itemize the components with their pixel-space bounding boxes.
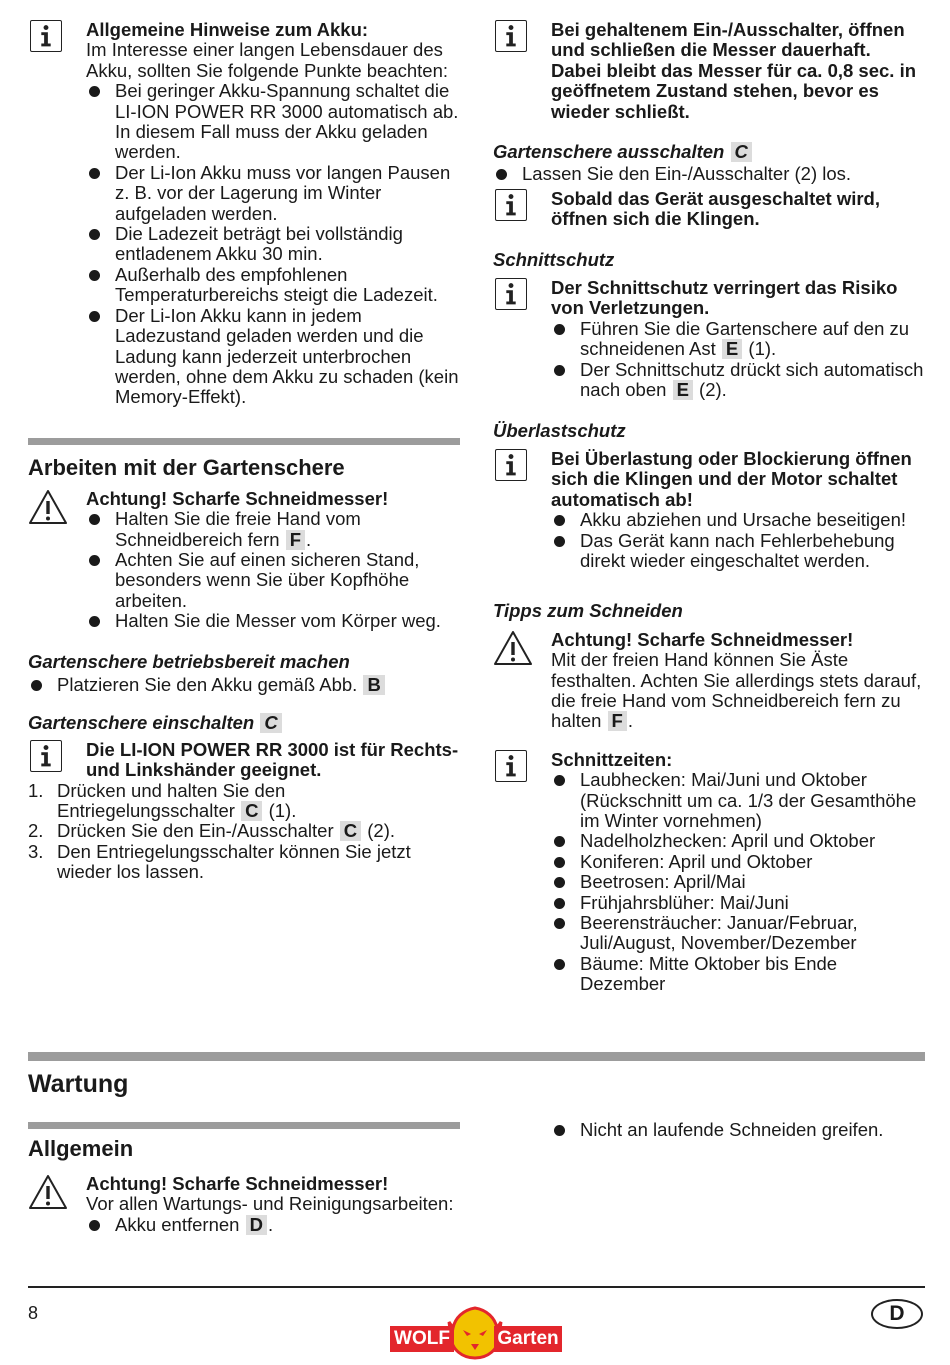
section-heading-einschalten: Gartenschere einschalten C — [28, 713, 460, 733]
section-heading-ueberlast: Überlastschutz — [493, 419, 626, 441]
ueberlast-info-text: Bei Überlastung oder Blockierung öffnen sich die Klingen und der Motor schaltet automatisch ab! — [551, 447, 912, 510]
betriebsbereit-list — [28, 675, 460, 695]
arbeiten-list — [86, 509, 460, 631]
akku-info-block — [28, 20, 460, 408]
list-item: Führen Sie die Gartenschere auf den zu schneidenen Ast E (1). — [551, 319, 925, 360]
section-heading-ausschalten: Gartenschere ausschalten C — [493, 142, 925, 162]
list-item: Bäume: Mitte Oktober bis Ende Dezember — [551, 954, 925, 995]
list-item: Achten Sie auf einen sicheren Stand, besonders wenn Sie über Kopfhöhe arbeiten. — [86, 550, 460, 611]
info-icon — [495, 449, 527, 481]
list-item: Das Gerät kann nach Fehlerbehebung direkt wieder eingeschaltet werden. — [551, 531, 925, 572]
list-item: Beetrosen: April/Mai — [551, 872, 925, 892]
figure-ref-tag: B — [363, 675, 384, 695]
wolf-garten-logo — [388, 1306, 564, 1360]
section-heading-schnittschutz: Schnittschutz — [493, 248, 615, 270]
section-heading-wartung: Wartung — [28, 1070, 129, 1098]
schnittzeiten-info-block — [493, 750, 925, 995]
warning-icon — [28, 489, 68, 525]
akku-title: Allgemeine Hinweise zum Akku: — [86, 19, 369, 40]
schnittschutz-info-text: Der Schnittschutz verringert das Risiko von Verletzungen. — [551, 277, 898, 319]
figure-ref-tag: C — [731, 142, 752, 162]
wartung-warning-text: Vor allen Wartungs- und Reinigungsarbeiten: — [86, 1193, 454, 1215]
warning-title: Achtung! Scharfe Schneidmesser! — [86, 1173, 389, 1194]
tipps-warning-text: Mit der freien Hand können Sie Äste festhalten. Achten Sie allerdings stets darauf, die freie Hand vom Schneidbereich fern zu halten F . — [551, 649, 922, 732]
ausschalten-info-block — [493, 189, 925, 230]
section-heading-tipps: Tipps zum Schneiden — [493, 600, 683, 622]
list-item: Beerensträucher: Januar/Februar, Juli/August, November/Dezember — [551, 913, 925, 954]
list-item: Lassen Sie den Ein-/Ausschalter (2) los. — [493, 164, 925, 184]
allgemein-divider — [28, 1122, 460, 1129]
schnittzeiten-title: Schnittzeiten: — [551, 748, 673, 770]
info-icon — [30, 740, 62, 772]
wartung-right-list — [551, 1120, 925, 1140]
figure-ref-tag: C — [260, 713, 281, 733]
list-item: Nicht an laufende Schneiden greifen. — [551, 1120, 925, 1140]
list-item: Akku entfernen D . — [86, 1215, 460, 1235]
arbeiten-warning-block — [28, 489, 460, 632]
warning-title: Achtung! Scharfe Schneidmesser! — [551, 628, 854, 650]
section-heading-arbeiten: Arbeiten mit der Gartenschere — [28, 454, 345, 480]
ausschalten-list — [493, 164, 925, 184]
list-item: Platzieren Sie den Akku gemäß Abb. B — [28, 675, 460, 695]
figure-ref-tag: D — [246, 1215, 267, 1235]
info-icon — [30, 20, 62, 52]
warning-title: Achtung! Scharfe Schneidmesser! — [86, 487, 389, 509]
right-column — [493, 20, 925, 995]
list-item: Frühjahrsblüher: Mai/Juni — [551, 893, 925, 913]
list-item: Die Ladezeit beträgt bei vollständig entladenem Akku 30 min. — [86, 224, 460, 265]
section-heading-betriebsbereit: Gartenschere betriebsbereit machen — [28, 650, 350, 672]
logo-text-garten: Garten — [494, 1326, 562, 1352]
list-item: Laubhecken: Mai/Juni und Oktober (Rückschnitt um ca. 1/3 der Gesamthöhe im Winter vornehmen) — [551, 770, 925, 831]
logo-text-wolf: WOLF — [390, 1326, 454, 1352]
list-item: Halten Sie die freie Hand vom Schneidbereich fern F . — [86, 509, 460, 550]
wartung-list — [86, 1215, 460, 1235]
info-icon — [495, 750, 527, 782]
einschalten-info-block — [28, 740, 460, 781]
wartung-divider — [28, 1052, 925, 1061]
schnittzeiten-list — [551, 770, 925, 994]
schnittschutz-info-block — [493, 278, 925, 400]
list-item: Außerhalb des empfohlenen Temperaturbereichs steigt die Ladezeit. — [86, 265, 460, 306]
akku-intro: Im Interesse einer langen Lebensdauer des Akku, sollten Sie folgende Punkte beachten: — [86, 39, 449, 81]
akku-list — [86, 81, 460, 408]
step-item: 2. Drücken Sie den Ein-/Ausschalter C (2). — [28, 820, 396, 842]
figure-ref-tag: F — [286, 530, 305, 550]
warning-icon — [28, 1174, 68, 1210]
tipps-warning-block — [493, 630, 925, 732]
list-item: Akku abziehen und Ursache beseitigen! — [551, 510, 925, 530]
info-icon — [495, 278, 527, 310]
ueberlast-list — [551, 510, 925, 571]
country-badge: D — [871, 1299, 923, 1329]
section-heading-allgemein: Allgemein — [28, 1136, 134, 1161]
list-item: Der Li-Ion Akku kann in jedem Ladezustand geladen werden und die Ladung kann jederzeit unterbrochen werden, ohne dem Akku zu schaden (kein Memory-Effekt). — [86, 306, 460, 408]
figure-ref-tag: C — [340, 821, 361, 841]
list-item: Halten Sie die Messer vom Körper weg. — [86, 611, 460, 631]
list-item: Bei geringer Akku-Spannung schaltet die LI-ION POWER RR 3000 automatisch ab. In diesem Fall muss der Akku geladen werden. — [86, 81, 460, 163]
warning-icon — [493, 630, 533, 666]
left-column — [28, 20, 460, 883]
list-item: Nadelholzhecken: April und Oktober — [551, 831, 925, 851]
hold-info-text: Bei gehaltenem Ein-/Ausschalter, öffnen und schließen die Messer dauerhaft. Dabei bleibt das Messer für ca. 0,8 sec. in geöffnetem Zustand stehen, bevor es wieder schließt. — [551, 19, 917, 122]
einschalten-steps — [28, 781, 460, 883]
figure-ref-tag: E — [722, 339, 742, 359]
info-icon — [495, 189, 527, 221]
schnittschutz-list — [551, 319, 925, 401]
footer-rule — [28, 1286, 925, 1288]
ueberlast-info-block — [493, 449, 925, 571]
figure-ref-tag: E — [673, 380, 693, 400]
section-divider — [28, 438, 460, 445]
step-item: 1. Drücken und halten Sie den Entriegelungsschalter C (1). — [28, 779, 297, 821]
page-number: 8 — [28, 1303, 39, 1323]
hold-info-block — [493, 20, 925, 122]
figure-ref-tag: F — [608, 711, 627, 731]
info-icon — [495, 20, 527, 52]
wartung-warning-block — [28, 1174, 460, 1235]
ausschalten-info-text: Sobald das Gerät ausgeschaltet wird, öffnen sich die Klingen. — [551, 187, 880, 230]
step-item: 3. Den Entriegelungsschalter können Sie jetzt wieder los lassen. — [28, 840, 411, 883]
list-item: Der Li-Ion Akku muss vor langen Pausen z. B. vor der Lagerung im Winter aufgeladen werden. — [86, 163, 460, 224]
einschalten-info-text: Die LI-ION POWER RR 3000 ist für Rechts- und Linkshänder geeignet. — [86, 738, 459, 781]
list-item: Der Schnittschutz drückt sich automatisch nach oben E (2). — [551, 360, 925, 401]
figure-ref-tag: C — [241, 801, 262, 821]
list-item: Koniferen: April und Oktober — [551, 852, 925, 872]
